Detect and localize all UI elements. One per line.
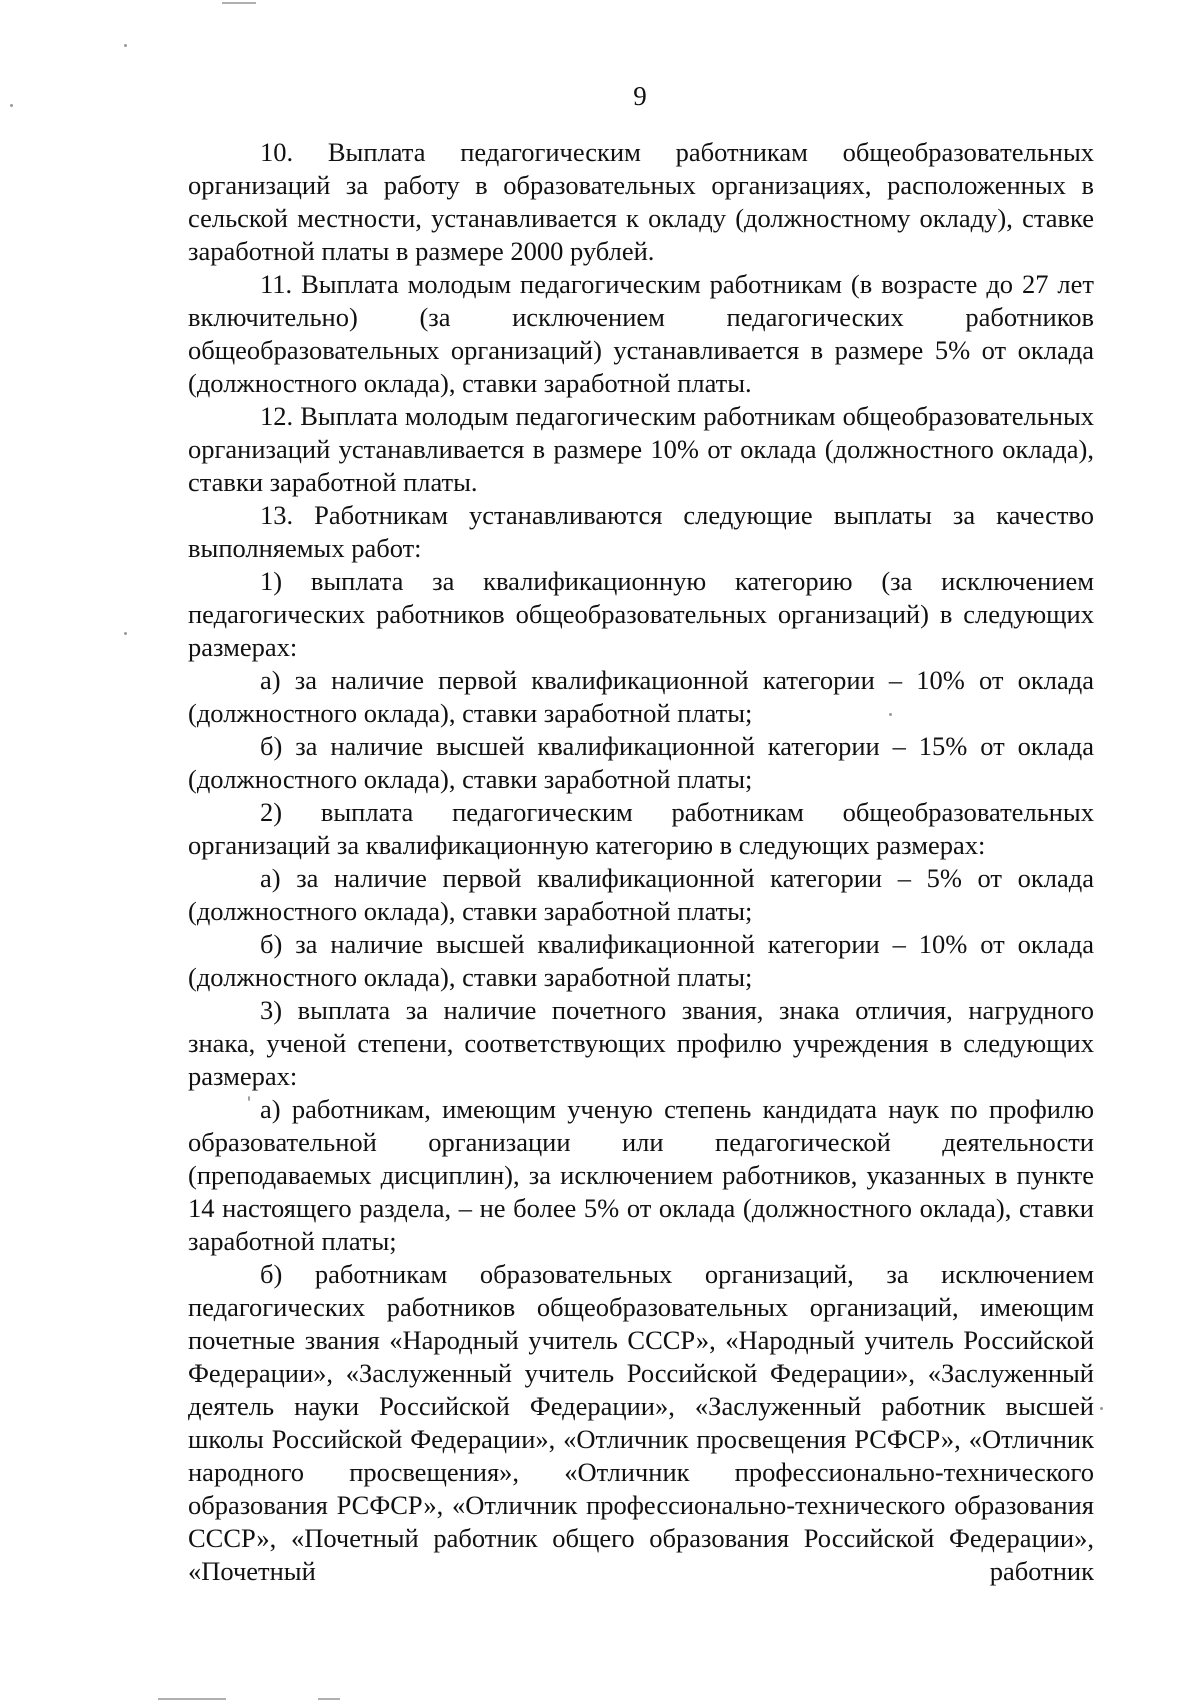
- paragraph-13-item-2b: б) за наличие высшей квалификационной категории – 10% от оклада (должностного оклада), ставки заработной платы;: [188, 929, 1094, 992]
- paragraph-13-item-3: 3) выплата за наличие почетного звания, знака отличия, нагрудного знака, ученой степени, соответствующих профилю учреждения в следующих размерах:: [188, 995, 1094, 1091]
- scan-artifact-top: [222, 2, 256, 4]
- paragraph-10: 10. Выплата педагогическим работникам общеобразовательных организаций за работу в образовательных организациях, расположенных в сельской местности, устанавливается к окладу (должностному окладу), ставке заработной платы в размере 2000 рублей.: [188, 137, 1094, 266]
- paragraph-13-item-2: 2) выплата педагогическим работникам общеобразовательных организаций за квалификационную категорию в следующих размерах:: [188, 797, 1094, 860]
- paragraph-13-item-1: 1) выплата за квалификационную категорию (за исключением педагогических работников общеобразовательных организаций) в следующих размерах:: [188, 566, 1094, 662]
- page-number: 9: [633, 81, 647, 111]
- scan-speck: [1100, 1407, 1103, 1410]
- scan-speck: [124, 44, 127, 47]
- paragraph-11: 11. Выплата молодым педагогическим работникам (в возрасте до 27 лет включительно) (за исключением педагогических работников общеобразовательных организаций) устанавливается в размере 5% от оклада (должностного оклада), ставки заработной платы.: [188, 269, 1094, 398]
- scan-speck: [889, 713, 892, 716]
- scan-speck: [248, 1096, 250, 1101]
- paragraph-13-item-1a: а) за наличие первой квалификационной категории – 10% от оклада (должностного оклада), ставки заработной платы;: [188, 665, 1094, 728]
- paragraph-13-item-3b: б) работникам образовательных организаций, за исключением педагогических работников общеобразовательных организаций, имеющим почетные звания «Народный учитель СССР», «Народный учитель Российской Федерации», «Заслуженный учитель Российской Федерации», «Заслуженный деятель науки Российской Федерации», «Заслуженный работник высшей школы Российской Федерации», «Отличник просвещения РСФСР», «Отличник народного просвещения», «Отличник профессионально-технического образования РСФСР», «Отличник профессионально-технического образования СССР», «Почетный работник общего образования Российской Федерации», «Почетный работник: [188, 1259, 1094, 1586]
- scan-artifact-bottom: [318, 1698, 340, 1700]
- scan-speck: [10, 104, 13, 107]
- scan-artifact-bottom: [158, 1698, 226, 1700]
- scan-speck: [124, 632, 127, 635]
- paragraph-13-item-1b: б) за наличие высшей квалификационной категории – 15% от оклада (должностного оклада), ставки заработной платы;: [188, 731, 1094, 794]
- document-body: [188, 136, 1094, 1588]
- paragraph-12: 12. Выплата молодым педагогическим работникам общеобразовательных организаций устанавливается в размере 10% от оклада (должностного оклада), ставки заработной платы.: [188, 401, 1094, 497]
- paragraph-13: 13. Работникам устанавливаются следующие выплаты за качество выполняемых работ:: [188, 500, 1094, 563]
- paragraph-13-item-3a: а) работникам, имеющим ученую степень кандидата наук по профилю образовательной организации или педагогической деятельности (преподаваемых дисциплин), за исключением работников, указанных в пункте 14 настоящего раздела, – не более 5% от оклада (должностного оклада), ставки заработной платы;: [188, 1094, 1094, 1256]
- paragraph-13-item-2a: а) за наличие первой квалификационной категории – 5% от оклада (должностного оклада), ставки заработной платы;: [188, 863, 1094, 926]
